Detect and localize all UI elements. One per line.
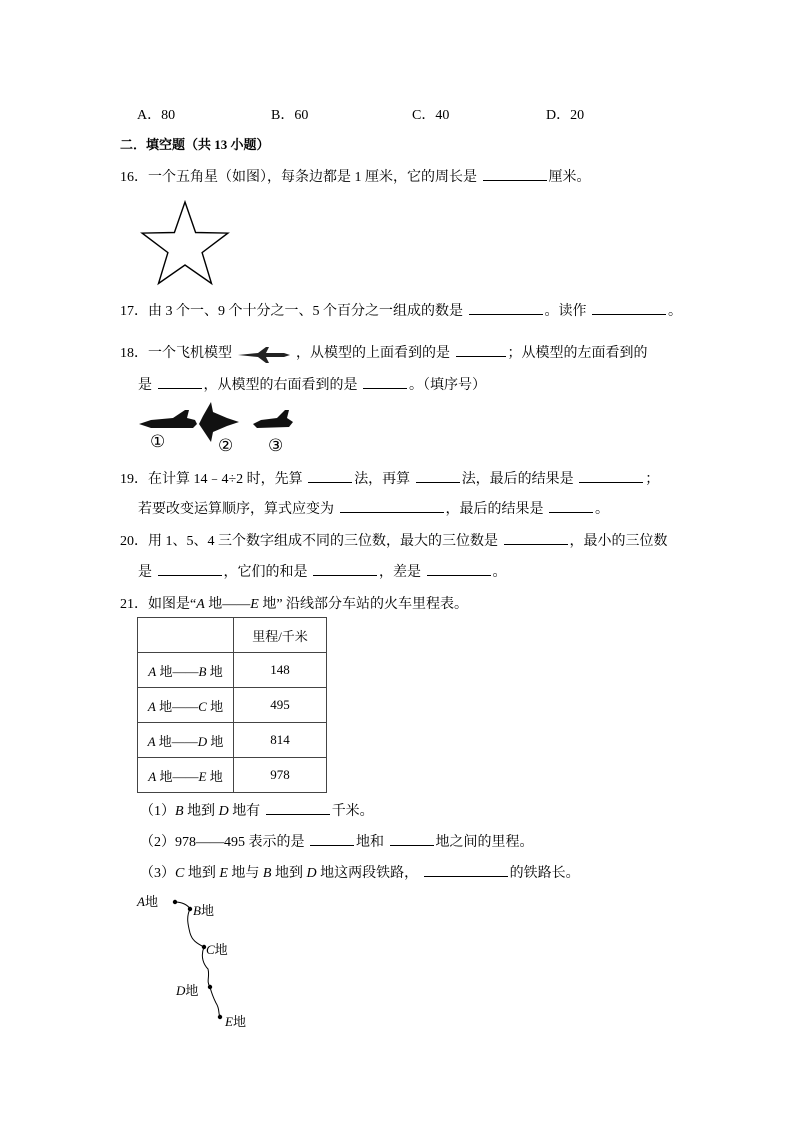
table-row	[138, 758, 327, 793]
q19-change-text: 若要改变运算顺序，算式应变为	[138, 502, 334, 517]
q18-left-view-text: ；从模型的左面看到的	[507, 346, 648, 361]
route-cell	[138, 688, 234, 723]
option-c: C．40	[412, 108, 450, 123]
q19-blank-first[interactable]	[308, 468, 352, 483]
q21-sub1-to: 地到	[183, 804, 219, 819]
question-19-line2	[138, 498, 609, 518]
route-sep: 地——	[156, 768, 199, 784]
q18-right-view-text: ，从模型的右面看到的是	[203, 378, 358, 393]
q19-then: 法，再算	[354, 472, 411, 487]
route-to: D	[197, 733, 208, 749]
plane-label-1: ①	[150, 432, 166, 451]
q21-sub3-b: B	[262, 866, 272, 881]
q21-blank-3[interactable]	[424, 862, 508, 877]
q21-sub1-b: B	[175, 804, 184, 819]
route-suffix: 地	[206, 663, 223, 679]
mileage-cell: 148	[234, 653, 327, 688]
route-sep: 地——	[155, 698, 199, 714]
route-from: A	[148, 663, 157, 679]
table-header-row	[138, 618, 327, 653]
table-header-empty	[138, 618, 234, 653]
route-from: A	[148, 768, 157, 784]
route-cell	[138, 723, 234, 758]
q21-sub3	[140, 862, 580, 882]
q21-sub3-d: D	[306, 866, 317, 881]
q20-end: 。	[492, 565, 507, 580]
q20-blank-diff[interactable]	[427, 561, 491, 576]
q19-end: 。	[595, 502, 609, 517]
q18-line2-start: 是	[138, 378, 152, 393]
q21-sub1	[140, 800, 374, 820]
q21-sub3-with: 地与	[227, 866, 263, 881]
map-label-b	[193, 900, 214, 919]
station-a-dot	[173, 900, 177, 904]
route-to: B	[198, 663, 207, 679]
star-figure	[139, 198, 231, 286]
q18-end: 。（填序号）	[409, 378, 486, 393]
q20-blank-max[interactable]	[504, 530, 568, 545]
route-cell	[138, 653, 234, 688]
q21-sub1-unit: 千米。	[331, 804, 374, 819]
station-d-dot	[208, 985, 212, 989]
q20-sum-text: ，它们的和是	[223, 565, 308, 580]
map-label-e-suffix: 地	[232, 1014, 246, 1029]
option-d: D．20	[546, 108, 585, 123]
q21-sub2-end: 地之间的里程。	[435, 835, 534, 850]
plane-label-2: ②	[218, 436, 234, 455]
q21-sub3-end: 的铁路长。	[509, 866, 580, 881]
q17-blank-read[interactable]	[592, 300, 666, 315]
q19-blank-result[interactable]	[579, 468, 643, 483]
q19-semicolon: ；	[645, 472, 660, 487]
q16-blank[interactable]	[483, 166, 547, 181]
route-suffix: 地	[207, 733, 224, 749]
route-to: E	[198, 768, 207, 784]
table-row	[138, 653, 327, 688]
q18-blank-top[interactable]	[456, 342, 506, 357]
route-from: A	[147, 698, 156, 714]
q19-blank-expression[interactable]	[340, 498, 444, 513]
q20-text: 20．用 1、5、4 三个数字组成不同的三位数，最大的三位数是	[120, 534, 498, 549]
q21-sub2-and: 地和	[356, 835, 384, 850]
q16-unit: 厘米。	[548, 170, 591, 185]
q21-intro-b: 地——	[204, 597, 251, 612]
mileage-cell: 814	[234, 723, 327, 758]
q18-top-view-text: ，从模型的上面看到的是	[296, 346, 450, 361]
map-label-d-suffix: 地	[185, 983, 199, 998]
map-label-e	[225, 1011, 246, 1030]
route-suffix: 地	[206, 768, 223, 784]
map-label-b-letter: B	[193, 903, 201, 918]
q21-sub3-to2: 地到	[271, 866, 307, 881]
route-suffix: 地	[206, 698, 224, 714]
q16-text: 16．一个五角星（如图），每条边都是 1 厘米，它的周长是	[120, 170, 477, 185]
q19-blank-final[interactable]	[549, 498, 593, 513]
q21-blank-2b[interactable]	[390, 831, 434, 846]
q17-text: 17．由 3 个一、9 个十分之一、5 个百分之一组成的数是	[120, 304, 463, 319]
q21-blank-2a[interactable]	[310, 831, 354, 846]
mileage-table	[137, 617, 327, 793]
section-title: 二．填空题（共 13 小题）	[120, 137, 270, 152]
question-17	[120, 300, 682, 320]
plane-model-icon	[236, 344, 292, 364]
question-18-line2	[138, 374, 486, 394]
q19-blank-second[interactable]	[416, 468, 460, 483]
question-20-line2	[138, 561, 507, 581]
map-label-e-letter: E	[225, 1014, 233, 1029]
q21-sub3-c: C	[175, 866, 185, 881]
map-label-c-letter: C	[206, 942, 215, 957]
map-label-d-letter: D	[176, 983, 186, 998]
q18-text: 18．一个飞机模型	[120, 346, 232, 361]
table-row	[138, 688, 327, 723]
route-from: A	[147, 733, 156, 749]
mileage-cell: 978	[234, 758, 327, 793]
q21-intro-a: 21．如图是“	[120, 597, 197, 612]
q17-blank-number[interactable]	[469, 300, 543, 315]
q21-intro-a-letter: A	[196, 597, 205, 612]
q21-intro-e-letter: E	[250, 597, 259, 612]
q21-sub3-num: （3）	[140, 866, 175, 881]
route-cell	[138, 758, 234, 793]
q20-min-text: ，最小的三位数	[569, 534, 668, 549]
q19-result-text: 法，最后的结果是	[461, 472, 574, 487]
table-header-mileage: 里程/千米	[234, 618, 327, 653]
map-label-d	[176, 980, 198, 999]
q17-read-label: 。读作	[544, 304, 587, 319]
q21-sub1-num: （1）	[140, 804, 175, 819]
option-a: A．80	[137, 108, 176, 123]
q21-sub2	[140, 831, 534, 851]
q21-sub1-has: 地有	[228, 804, 261, 819]
q21-sub3-text: 地这两段铁路，	[316, 866, 419, 881]
q21-sub1-d: D	[218, 804, 229, 819]
q21-sub2-text: （2）978——495 表示的是	[140, 835, 305, 850]
q18-blank-right[interactable]	[363, 374, 407, 389]
map-label-b-suffix: 地	[200, 903, 214, 918]
q17-end: 。	[668, 304, 682, 319]
q18-blank-left[interactable]	[158, 374, 202, 389]
q20-blank-sum[interactable]	[313, 561, 377, 576]
q21-intro-c: 地” 沿线部分车站的火车里程表。	[258, 597, 469, 612]
q21-sub3-e: E	[219, 866, 228, 881]
map-label-c-suffix: 地	[214, 942, 228, 957]
mileage-cell: 495	[234, 688, 327, 723]
q20-line2-start: 是	[138, 565, 152, 580]
map-label-a-letter: A	[137, 894, 145, 909]
q20-blank-min[interactable]	[158, 561, 222, 576]
q21-blank-1[interactable]	[266, 800, 330, 815]
map-label-c	[206, 939, 228, 958]
route-to: C	[198, 698, 207, 714]
q20-diff-text: ，差是	[379, 565, 421, 580]
plane-label-3: ③	[268, 436, 284, 455]
question-21-intro	[120, 593, 468, 613]
route-sep: 地——	[156, 663, 199, 679]
question-18-line1	[120, 342, 648, 364]
map-label-a-suffix: 地	[144, 894, 158, 909]
station-e-dot	[218, 1015, 222, 1019]
route-sep: 地——	[155, 733, 198, 749]
q19-text: 19．在计算 14﹣4÷2 时，先算	[120, 472, 303, 487]
option-b: B．60	[271, 108, 309, 123]
question-16	[120, 166, 591, 186]
q19-final-text: ，最后的结果是	[445, 502, 544, 517]
question-20-line1	[120, 530, 668, 550]
map-label-a	[137, 891, 158, 910]
q21-sub3-to1: 地到	[184, 866, 220, 881]
table-row	[138, 723, 327, 758]
station-b-dot	[188, 907, 192, 911]
question-19-line1	[120, 468, 659, 488]
